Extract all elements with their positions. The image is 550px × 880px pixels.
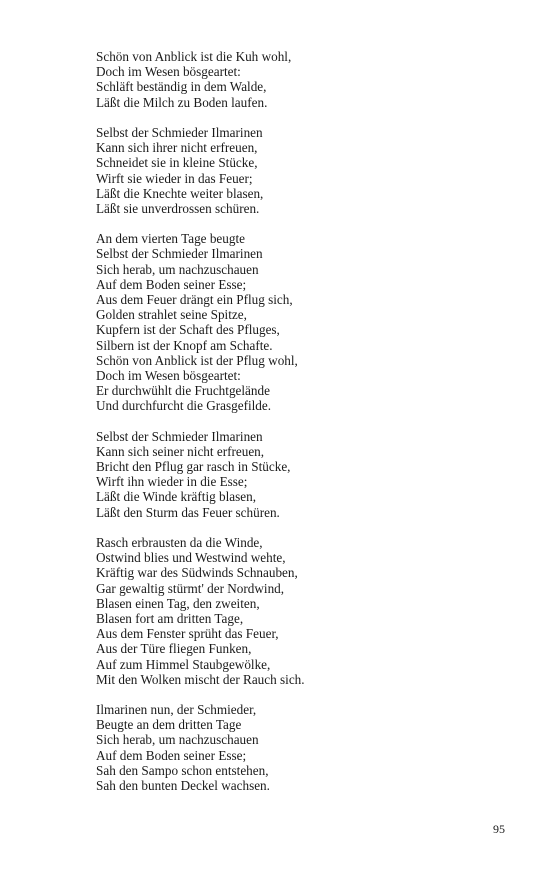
stanza-2 bbox=[96, 125, 516, 216]
poem-text bbox=[96, 49, 516, 808]
poem-line: Kupfern ist der Schaft des Pfluges, bbox=[96, 322, 280, 338]
page-number: 95 bbox=[493, 822, 505, 836]
poem-line: Golden strahlet seine Spitze, bbox=[96, 307, 247, 323]
poem-line: Sich herab, um nachzuschauen bbox=[96, 261, 259, 277]
poem-line: Sah den bunten Deckel wachsen. bbox=[96, 778, 270, 793]
stanza-5 bbox=[96, 535, 516, 687]
poem-line: Kann sich seiner nicht erfreuen, bbox=[96, 443, 265, 459]
poem-line: Schön von Anblick ist der Pflug wohl, bbox=[96, 352, 298, 368]
poem-line: Wirft ihn wieder in die Esse; bbox=[96, 474, 248, 490]
poem-line: Aus dem Fenster sprüht das Feuer, bbox=[96, 626, 279, 642]
poem-line: Schläft beständig in dem Walde, bbox=[96, 79, 267, 95]
poem-line: Schön von Anblick ist die Kuh wohl, bbox=[96, 49, 292, 64]
stanza-6 bbox=[96, 702, 516, 793]
poem-line: Wirft sie wieder in das Feuer; bbox=[96, 170, 253, 186]
poem-line: Doch im Wesen bösgeartet: bbox=[96, 64, 241, 80]
poem-line: Auf zum Himmel Staubgewölke, bbox=[96, 656, 271, 672]
poem-line: Läßt sie unverdrossen schüren. bbox=[96, 200, 260, 216]
poem-line: Silbern ist der Knopf am Schafte. bbox=[96, 337, 273, 353]
poem-line: Selbst der Schmieder Ilmarinen bbox=[96, 428, 263, 444]
poem-line: Beugte an dem dritten Tage bbox=[96, 717, 242, 733]
poem-line: Blasen fort am dritten Tage, bbox=[96, 610, 244, 626]
poem-line: Kräftig war des Südwinds Schnauben, bbox=[96, 565, 298, 581]
stanza-1 bbox=[96, 49, 516, 110]
poem-line: Läßt die Milch zu Boden laufen. bbox=[96, 94, 268, 110]
poem-line: Doch im Wesen bösgeartet: bbox=[96, 367, 241, 383]
poem-line: Aus der Türe fliegen Funken, bbox=[96, 641, 252, 657]
poem-line: Selbst der Schmieder Ilmarinen bbox=[96, 124, 263, 140]
poem-line: Auf dem Boden seiner Esse; bbox=[96, 276, 247, 292]
poem-line: Blasen einen Tag, den zweiten, bbox=[96, 595, 260, 611]
poem-line: Ilmarinen nun, der Schmieder, bbox=[96, 702, 257, 718]
poem-line: Auf dem Boden seiner Esse; bbox=[96, 747, 247, 763]
poem-line: Aus dem Feuer drängt ein Pflug sich, bbox=[96, 292, 293, 307]
poem-line: Läßt den Sturm das Feuer schüren. bbox=[96, 504, 280, 520]
poem-line: Sich herab, um nachzuschauen bbox=[96, 732, 259, 748]
poem-line: Er durchwühlt die Fruchtgelände bbox=[96, 383, 270, 399]
poem-line: Läßt die Winde kräftig blasen, bbox=[96, 489, 256, 505]
poem-line: Sah den Sampo schon entstehen, bbox=[96, 762, 269, 778]
stanza-4 bbox=[96, 429, 516, 520]
poem-line: Ostwind blies und Westwind wehte, bbox=[96, 550, 286, 566]
poem-line: Gar gewaltig stürmt' der Nordwind, bbox=[96, 580, 285, 596]
poem-line: Selbst der Schmieder Ilmarinen bbox=[96, 246, 263, 262]
stanza-3 bbox=[96, 231, 516, 413]
poem-line: Bricht den Pflug gar rasch in Stücke, bbox=[96, 459, 291, 475]
poem-line: Kann sich ihrer nicht erfreuen, bbox=[96, 140, 258, 156]
poem-line: Mit den Wolken mischt der Rauch sich. bbox=[96, 671, 305, 687]
poem-line: Läßt die Knechte weiter blasen, bbox=[96, 185, 264, 201]
poem-line: Und durchfurcht die Grasgefilde. bbox=[96, 398, 272, 414]
poem-line: An dem vierten Tage beugte bbox=[96, 231, 245, 247]
poem-line: Schneidet sie in kleine Stücke, bbox=[96, 155, 258, 171]
poem-line: Rasch erbrausten da die Winde, bbox=[96, 535, 263, 550]
